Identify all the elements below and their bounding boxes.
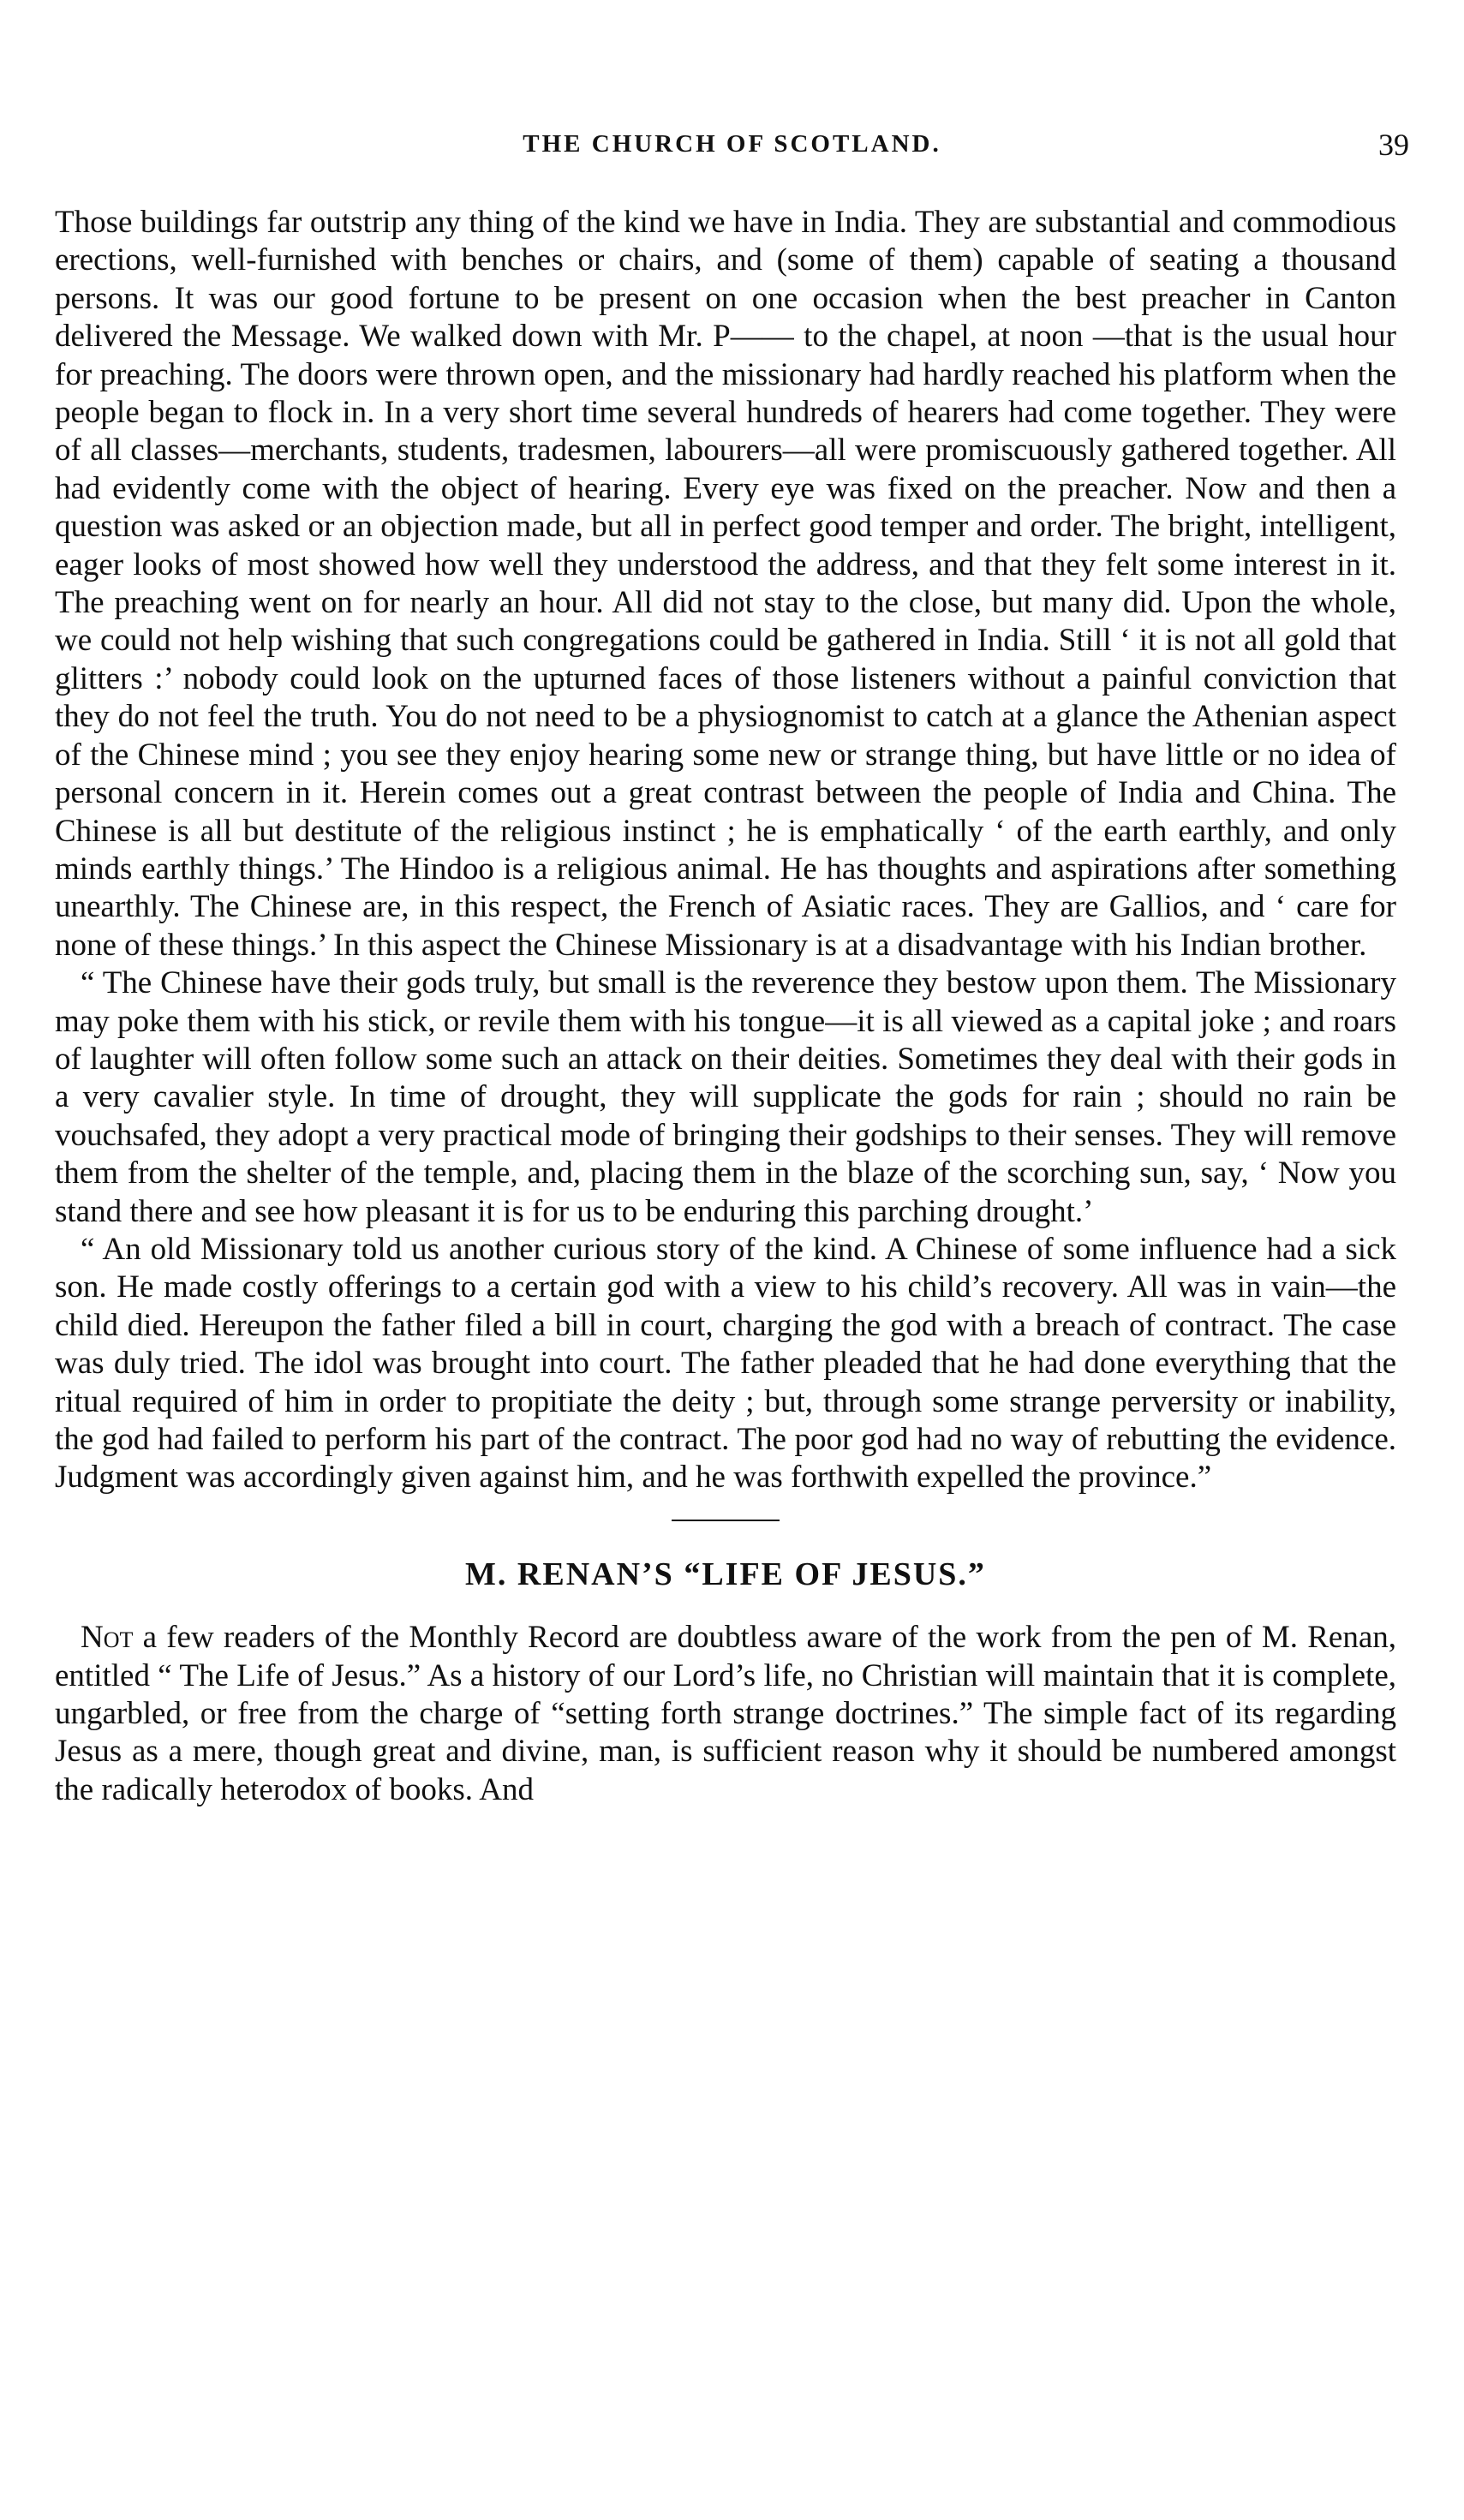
page-number: 39 [1378, 128, 1409, 162]
running-header [55, 130, 1409, 173]
section-paragraph-text: a few readers of the Monthly Record are doubtless aware of the work from the pen of M. Renan, entitled “ The Life of Jesus.” As a history of our Lord’s life, no Christian will maintain that it is complete, ungarbled, or free from the charge of “setting forth strange doctrines.” The simple fact of its regarding Jesus as a mere, though great and divine, man, is sufficient reason why it should be numbered amongst the radically heterodox of books. And [55, 1620, 1397, 1807]
body-text [55, 204, 1396, 1809]
section-divider [672, 1520, 780, 1521]
paragraph-2: “ The Chinese have their gods truly, but small is the reverence they bestow upon them. The Missionary may poke them with his stick, or revile them with his tongue—it is all viewed as a capital joke ; and roars of laughter will often follow some such an attack on their deities. Sometimes they deal with their gods in a very cavalier style. In time of drought, they will supplicate the gods for rain ; should no rain be vouchsafed, they adopt a very practical mode of bringing their godships to their senses. They will remove them from the shelter of the temple, and, placing them in the blaze of the scorching sun, say, ‘ Now you stand there and see how pleasant it is for us to be enduring this parching drought.’ [55, 965, 1396, 1229]
paragraph-3: “ An old Missionary told us another curious story of the kind. A Chinese of some influence had a sick son. He made costly offerings to a certain god with a view to his child’s recovery. All was in vain—the child died. Hereupon the father filed a bill in court, charging the god with a breach of contract. The case was duly tried. The idol was brought into court. The father pleaded that he had done everything that the ritual required of him in order to propitiate the deity ; but, through some strange perversity or inability, the god had failed to perform his part of the contract. The poor god had no way of rebutting the evidence. Judgment was accordingly given against him, and he was forthwith expelled the province.” [55, 1231, 1396, 1496]
opening-word: Not [81, 1620, 134, 1656]
section-paragraph [55, 1619, 1396, 1809]
running-title: THE CHURCH OF SCOTLAND. [523, 130, 941, 158]
section-title: M. RENAN’S “LIFE OF JESUS.” [465, 1556, 986, 1592]
paragraph-1: Those buildings far outstrip any thing of the kind we have in India. They are substantial and commodious erections, well-furnished with benches or chairs, and (some of them) capable of seating a thousand persons. It was our good fortune to be present on one occasion when the best preacher in Canton delivered the Message. We walked down with Mr. P—— to the chapel, at noon —that is the usual hour for preaching. The doors were thrown open, and the missionary had hardly reached his platform when the people began to flock in. In a very short time several hundreds of hearers had come together. They were of all classes—merchants, students, tradesmen, labourers—all were promiscuously gathered together. All had evidently come with the object of hearing. Every eye was fixed on the preacher. Now and then a question was asked or an objection made, but all in perfect good temper and order. The bright, intelligent, eager looks of most showed how well they understood the address, and that they felt some interest in it. The preaching went on for nearly an hour. All did not stay to the close, but many did. Upon the whole, we could not help wishing that such congregations could be gathered in India. Still ‘ it is not all gold that glitters :’ nobody could look on the upturned faces of those listeners without a painful conviction that they do not feel the truth. You do not need to be a physiognomist to catch at a glance the Athenian aspect of the Chinese mind ; you see they enjoy hearing some new or strange thing, but have little or no idea of personal concern in it. Herein comes out a great contrast between the people of India and China. The Chinese is all but destitute of the religious instinct ; he is emphatically ‘ of the earth earthly, and only minds earthly things.’ The Hindoo is a religious animal. He has thoughts and aspirations after something unearthly. The Chinese are, in this respect, the French of Asiatic races. They are Gallios, and ‘ care for none of these things.’ In this aspect the Chinese Missionary is at a disadvantage with his Indian brother. [55, 205, 1396, 963]
